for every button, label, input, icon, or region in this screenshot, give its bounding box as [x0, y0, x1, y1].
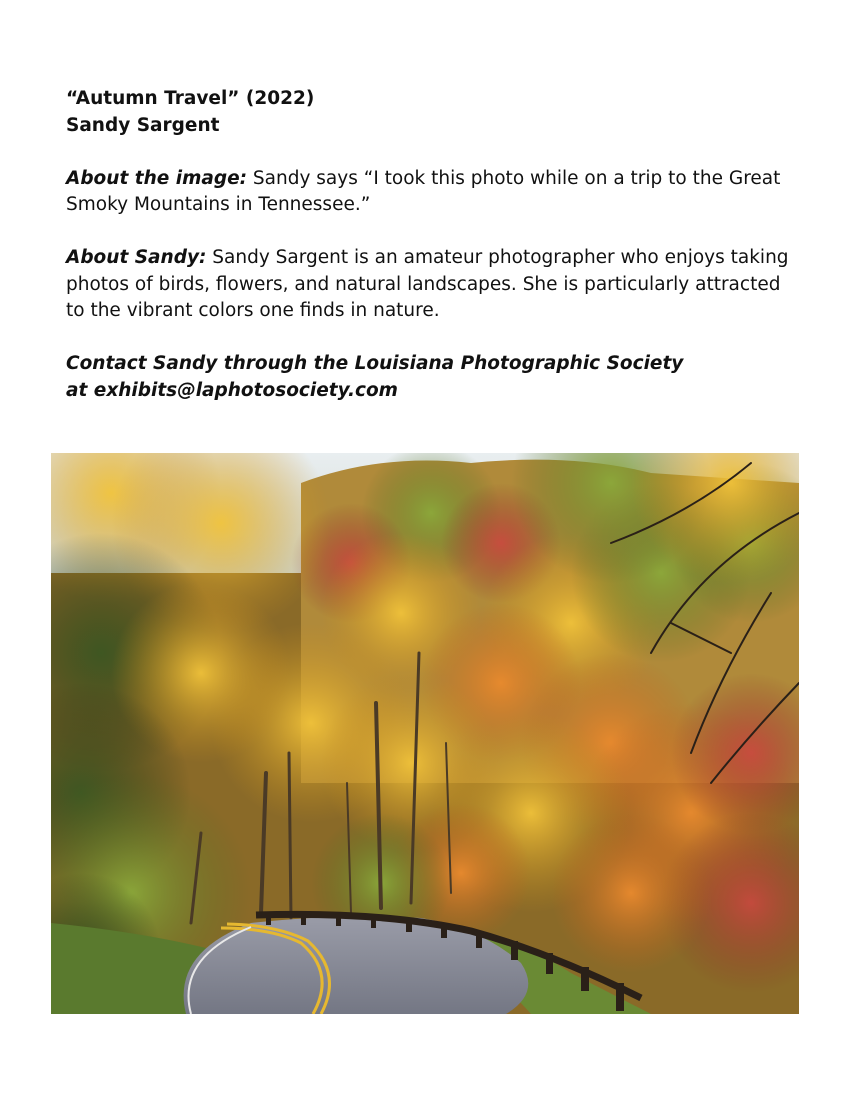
about-artist-text: Sandy Sargent is an amateur photographer who enjoys taking photos of birds, flowers, and natural landscapes. She is particularly attracted to the vibrant colors one finds in nature. — [66, 247, 789, 321]
about-image-label: About the image: — [66, 167, 248, 189]
about-artist-paragraph — [66, 245, 801, 325]
contact-line-1: Contact Sandy through the Louisiana Photographic Society — [66, 353, 684, 374]
spacer — [66, 325, 801, 352]
photo-illustration — [51, 453, 799, 1014]
about-image-paragraph — [66, 166, 801, 219]
spacer — [66, 139, 801, 166]
artist-name: Sandy Sargent — [66, 114, 220, 136]
artist-statement — [66, 86, 801, 404]
about-image-text: Sandy says “I took this photo while on a trip to the Great Smoky Mountains in Tennessee.” — [66, 167, 781, 215]
artwork-title: “Autumn Travel” (2022) — [66, 88, 315, 109]
spacer — [66, 219, 801, 246]
contact-line-2: at exhibits@laphotosociety.com — [66, 379, 398, 401]
autumn-forest-road-photo — [51, 453, 799, 1014]
about-artist-label: About Sandy: — [66, 247, 207, 268]
